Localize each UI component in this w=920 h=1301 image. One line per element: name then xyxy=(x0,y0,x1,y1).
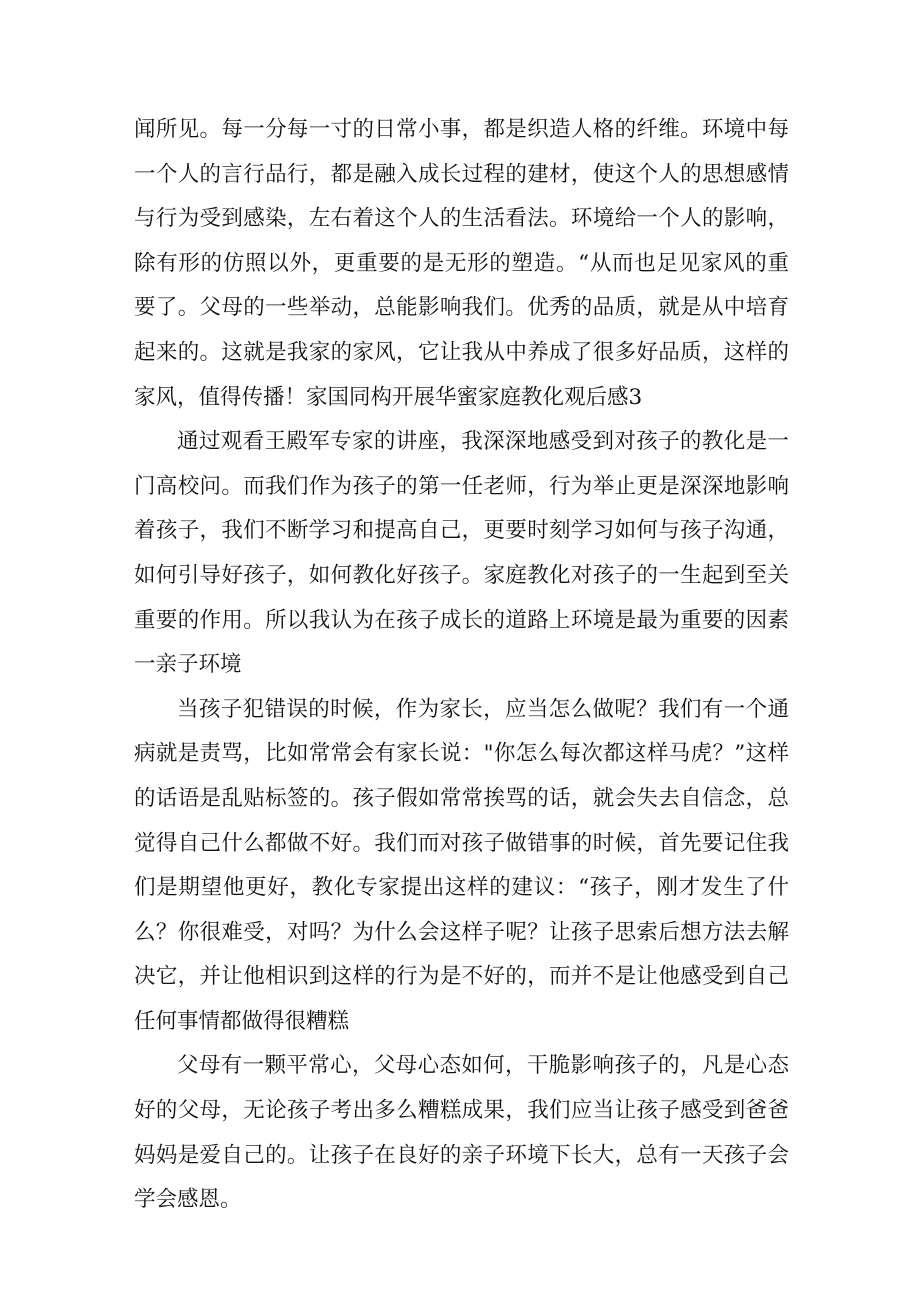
paragraph-2: 通过观看王殿军专家的讲座，我深深地感受到对孩子的教化是一门高校问。而我们作为孩子的第一任老师，行为举止更是深深地影响着孩子，我们不断学习和提高自己，更要时刻学习如何与孩子沟通，如何引导好孩子，如何教化好孩子。家庭教化对孩子的一生起到至关重要的作用。所以我认为在孩子成长的道路上环境是最为重要的因素一亲子环境 xyxy=(134,429,789,678)
paragraph-3: 当孩子犯错误的时候，作为家长，应当怎么做呢？我们有一个通病就是责骂，比如常常会有家长说："你怎么每次都这样马虎？”这样的话语是乱贴标签的。孩子假如常常挨骂的话，就会失去自信念，总觉得自己什么都做不好。我们而对孩子做错事的时候，首先要记住我们是期望他更好，教化专家提出这样的建议：“孩子，刚才发生了什么？你很难受，对吗？为什么会这样子呢？让孩子思索后想方法去解决它，并让他相识到这样的行为是不好的，而并不是让他感受到自己任何事情都做得很糟糕 xyxy=(134,696,789,1034)
document-body xyxy=(134,108,789,1223)
paragraph-1: 闻所见。每一分每一寸的日常小事，都是织造人格的纤维。环境中每一个人的言行品行，都是融入成长过程的建材，使这个人的思想感情与行为受到感染，左右着这个人的生活看法。环境给一个人的影响，除有形的仿照以外，更重要的是无形的塑造。“从而也足见家风的重要了。父母的一些举动，总能影响我们。优秀的品质，就是从中培育起来的。这就是我家的家风，它让我从中养成了很多好品质，这样的家风，值得传播！家国同构开展华蜜家庭教化观后感3 xyxy=(134,117,789,410)
paragraph-4: 父母有一颗平常心，父母心态如何，干脆影响孩子的，凡是心态好的父母，无论孩子考出多么糟糕成果，我们应当让孩子感受到爸爸妈妈是爱自己的。让孩子在良好的亲子环境下长大，总有一天孩子会学会感恩。 xyxy=(134,1053,789,1213)
